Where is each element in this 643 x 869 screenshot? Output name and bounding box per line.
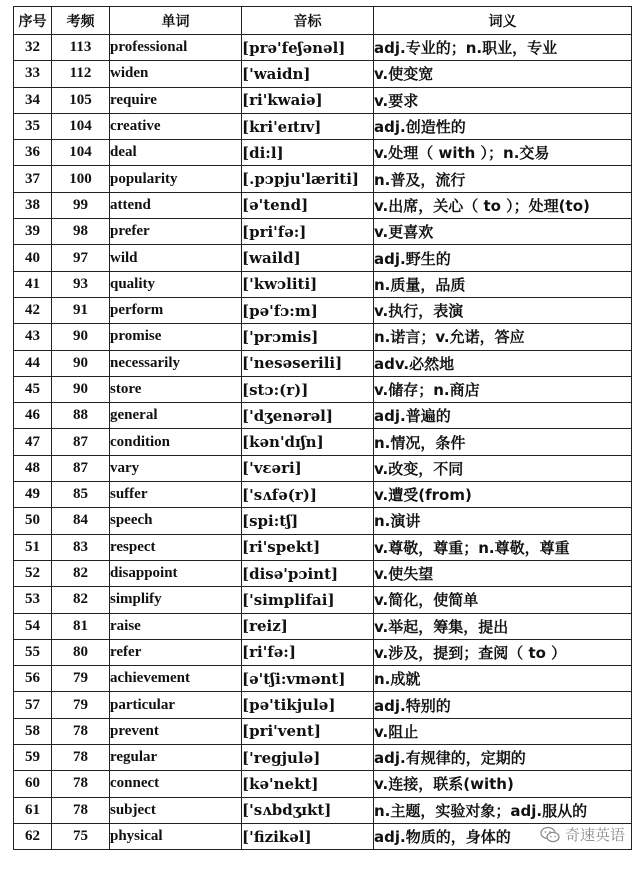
cell-no: 61 — [14, 797, 52, 823]
cell-meaning: v.处理（ with ）；n.交易 — [374, 140, 632, 166]
table-row — [14, 403, 632, 429]
cell-word: refer — [110, 639, 242, 665]
header-row — [14, 7, 632, 35]
cell-ipa: [kə'nekt] — [242, 771, 374, 797]
cell-ipa: [kən'dɪʃn] — [242, 429, 374, 455]
cell-ipa: [ri'kwaiə] — [242, 87, 374, 113]
table-row — [14, 192, 632, 218]
cell-ipa: [pri'fə:] — [242, 219, 374, 245]
cell-freq: 93 — [52, 271, 110, 297]
cell-freq: 80 — [52, 639, 110, 665]
cell-ipa: [pri'vent] — [242, 718, 374, 744]
cell-meaning: v.简化，使简单 — [374, 587, 632, 613]
cell-word: perform — [110, 297, 242, 323]
cell-freq: 78 — [52, 771, 110, 797]
cell-word: wild — [110, 245, 242, 271]
cell-freq: 91 — [52, 297, 110, 323]
cell-meaning: v.要求 — [374, 87, 632, 113]
cell-no: 37 — [14, 166, 52, 192]
cell-ipa: [ri'spekt] — [242, 534, 374, 560]
cell-no: 39 — [14, 219, 52, 245]
cell-meaning: adj.创造性的 — [374, 113, 632, 139]
cell-word: professional — [110, 35, 242, 61]
cell-freq: 82 — [52, 560, 110, 586]
cell-no: 59 — [14, 745, 52, 771]
cell-ipa: [waild] — [242, 245, 374, 271]
table-row — [14, 113, 632, 139]
cell-no: 38 — [14, 192, 52, 218]
cell-meaning: v.阻止 — [374, 718, 632, 744]
cell-freq: 98 — [52, 219, 110, 245]
cell-word: deal — [110, 140, 242, 166]
wechat-icon — [540, 826, 560, 844]
cell-meaning: v.改变，不同 — [374, 455, 632, 481]
cell-freq: 78 — [52, 797, 110, 823]
cell-freq: 84 — [52, 508, 110, 534]
cell-meaning: n.成就 — [374, 666, 632, 692]
cell-no: 40 — [14, 245, 52, 271]
cell-meaning: n.演讲 — [374, 508, 632, 534]
cell-no: 42 — [14, 297, 52, 323]
table-row — [14, 639, 632, 665]
cell-meaning: v.出席，关心（ to ）；处理(to) — [374, 192, 632, 218]
cell-word: disappoint — [110, 560, 242, 586]
cell-no: 49 — [14, 482, 52, 508]
header-word: 单词 — [110, 7, 242, 35]
cell-no: 45 — [14, 376, 52, 402]
cell-no: 50 — [14, 508, 52, 534]
watermark — [538, 824, 627, 845]
cell-word: condition — [110, 429, 242, 455]
table-row — [14, 376, 632, 402]
cell-ipa: ['sʌfə(r)] — [242, 482, 374, 508]
cell-freq: 82 — [52, 587, 110, 613]
cell-freq: 78 — [52, 745, 110, 771]
cell-word: simplify — [110, 587, 242, 613]
cell-ipa: [ə'tʃi:vmənt] — [242, 666, 374, 692]
cell-freq: 90 — [52, 376, 110, 402]
cell-meaning: v.使失望 — [374, 560, 632, 586]
cell-word: creative — [110, 113, 242, 139]
cell-meaning: adj.有规律的，定期的 — [374, 745, 632, 771]
cell-freq: 104 — [52, 140, 110, 166]
cell-word: regular — [110, 745, 242, 771]
cell-word: achievement — [110, 666, 242, 692]
cell-meaning: adj.专业的；n.职业，专业 — [374, 35, 632, 61]
cell-word: general — [110, 403, 242, 429]
cell-no: 33 — [14, 61, 52, 87]
table-row — [14, 587, 632, 613]
cell-ipa: ['fizikəl] — [242, 823, 374, 849]
cell-ipa: [stɔ:(r)] — [242, 376, 374, 402]
table-row — [14, 166, 632, 192]
table-row — [14, 482, 632, 508]
cell-freq: 83 — [52, 534, 110, 560]
cell-ipa: [pə'fɔ:m] — [242, 297, 374, 323]
table-row — [14, 771, 632, 797]
cell-word: suffer — [110, 482, 242, 508]
header-meaning: 词义 — [374, 7, 632, 35]
cell-meaning: adj.普遍的 — [374, 403, 632, 429]
cell-ipa: [ri'fə:] — [242, 639, 374, 665]
cell-freq: 90 — [52, 350, 110, 376]
cell-no: 55 — [14, 639, 52, 665]
cell-ipa: ['prɔmis] — [242, 324, 374, 350]
table-row — [14, 140, 632, 166]
cell-ipa: ['simplifai] — [242, 587, 374, 613]
cell-ipa: ['vɛəri] — [242, 455, 374, 481]
cell-word: store — [110, 376, 242, 402]
cell-ipa: ['nesəserili] — [242, 350, 374, 376]
table-row — [14, 219, 632, 245]
cell-no: 47 — [14, 429, 52, 455]
cell-word: necessarily — [110, 350, 242, 376]
cell-meaning: adj.特别的 — [374, 692, 632, 718]
cell-no: 57 — [14, 692, 52, 718]
cell-meaning: v.使变宽 — [374, 61, 632, 87]
table-row — [14, 429, 632, 455]
cell-ipa: ['kwɔliti] — [242, 271, 374, 297]
cell-no: 36 — [14, 140, 52, 166]
cell-word: vary — [110, 455, 242, 481]
cell-meaning: v.尊敬，尊重；n.尊敬，尊重 — [374, 534, 632, 560]
cell-no: 44 — [14, 350, 52, 376]
cell-freq: 97 — [52, 245, 110, 271]
header-freq: 考频 — [52, 7, 110, 35]
cell-meaning: v.更喜欢 — [374, 219, 632, 245]
table-row — [14, 560, 632, 586]
cell-word: physical — [110, 823, 242, 849]
cell-ipa: [reiz] — [242, 613, 374, 639]
table-row — [14, 534, 632, 560]
cell-no: 54 — [14, 613, 52, 639]
cell-word: speech — [110, 508, 242, 534]
cell-no: 62 — [14, 823, 52, 849]
cell-no: 52 — [14, 560, 52, 586]
cell-ipa: [di:l] — [242, 140, 374, 166]
cell-meaning: adj.物质的，身体的 — [374, 823, 632, 849]
cell-meaning: v.连接，联系(with) — [374, 771, 632, 797]
cell-meaning: v.涉及，提到；查阅（ to ） — [374, 639, 632, 665]
cell-ipa: ['dʒenərəl] — [242, 403, 374, 429]
cell-freq: 112 — [52, 61, 110, 87]
cell-no: 48 — [14, 455, 52, 481]
table-row — [14, 745, 632, 771]
cell-ipa: ['regjulə] — [242, 745, 374, 771]
cell-meaning: v.举起，筹集，提出 — [374, 613, 632, 639]
cell-word: promise — [110, 324, 242, 350]
cell-word: prefer — [110, 219, 242, 245]
cell-word: subject — [110, 797, 242, 823]
header-no: 序号 — [14, 7, 52, 35]
cell-freq: 78 — [52, 718, 110, 744]
cell-no: 35 — [14, 113, 52, 139]
cell-word: respect — [110, 534, 242, 560]
cell-meaning: n.诺言；v.允诺，答应 — [374, 324, 632, 350]
cell-no: 53 — [14, 587, 52, 613]
cell-freq: 90 — [52, 324, 110, 350]
table-row — [14, 61, 632, 87]
table-row — [14, 692, 632, 718]
cell-word: particular — [110, 692, 242, 718]
table-row — [14, 797, 632, 823]
cell-no: 58 — [14, 718, 52, 744]
cell-meaning: v.执行，表演 — [374, 297, 632, 323]
table-row — [14, 297, 632, 323]
cell-word: widen — [110, 61, 242, 87]
cell-ipa: ['sʌbdʒɪkt] — [242, 797, 374, 823]
table-row — [14, 271, 632, 297]
cell-ipa: ['waidn] — [242, 61, 374, 87]
table-row — [14, 666, 632, 692]
cell-ipa: [kri'eɪtɪv] — [242, 113, 374, 139]
cell-no: 51 — [14, 534, 52, 560]
table-row — [14, 350, 632, 376]
table-row — [14, 245, 632, 271]
cell-freq: 100 — [52, 166, 110, 192]
cell-freq: 75 — [52, 823, 110, 849]
cell-no: 43 — [14, 324, 52, 350]
table-row — [14, 508, 632, 534]
cell-no: 56 — [14, 666, 52, 692]
cell-ipa: [.pɔpju'læriti] — [242, 166, 374, 192]
cell-freq: 99 — [52, 192, 110, 218]
cell-freq: 113 — [52, 35, 110, 61]
cell-no: 34 — [14, 87, 52, 113]
cell-meaning: adv.必然地 — [374, 350, 632, 376]
cell-meaning: v.储存；n.商店 — [374, 376, 632, 402]
header-ipa: 音标 — [242, 7, 374, 35]
cell-freq: 79 — [52, 666, 110, 692]
vocab-table — [13, 6, 632, 850]
cell-no: 32 — [14, 35, 52, 61]
cell-word: raise — [110, 613, 242, 639]
table-row — [14, 613, 632, 639]
table-row — [14, 455, 632, 481]
table-row — [14, 324, 632, 350]
cell-freq: 104 — [52, 113, 110, 139]
cell-meaning: v.遭受(from) — [374, 482, 632, 508]
cell-freq: 105 — [52, 87, 110, 113]
cell-meaning: adj.野生的 — [374, 245, 632, 271]
cell-meaning: n.主题，实验对象；adj.服从的 — [374, 797, 632, 823]
table-row — [14, 87, 632, 113]
table-row — [14, 718, 632, 744]
cell-freq: 81 — [52, 613, 110, 639]
cell-ipa: [disə'pɔint] — [242, 560, 374, 586]
cell-word: require — [110, 87, 242, 113]
cell-meaning: n.普及，流行 — [374, 166, 632, 192]
table-row — [14, 35, 632, 61]
cell-freq: 88 — [52, 403, 110, 429]
watermark-text: 奇速英语 — [564, 826, 625, 844]
cell-meaning: n.质量，品质 — [374, 271, 632, 297]
cell-word: quality — [110, 271, 242, 297]
cell-word: attend — [110, 192, 242, 218]
cell-freq: 87 — [52, 429, 110, 455]
cell-freq: 87 — [52, 455, 110, 481]
cell-word: prevent — [110, 718, 242, 744]
cell-no: 46 — [14, 403, 52, 429]
cell-no: 60 — [14, 771, 52, 797]
cell-ipa: [ə'tend] — [242, 192, 374, 218]
cell-ipa: [prə'feʃənəl] — [242, 35, 374, 61]
cell-freq: 79 — [52, 692, 110, 718]
cell-word: popularity — [110, 166, 242, 192]
cell-meaning: n.情况，条件 — [374, 429, 632, 455]
cell-no: 41 — [14, 271, 52, 297]
cell-freq: 85 — [52, 482, 110, 508]
cell-ipa: [pə'tikjulə] — [242, 692, 374, 718]
cell-ipa: [spi:tʃ] — [242, 508, 374, 534]
cell-word: connect — [110, 771, 242, 797]
